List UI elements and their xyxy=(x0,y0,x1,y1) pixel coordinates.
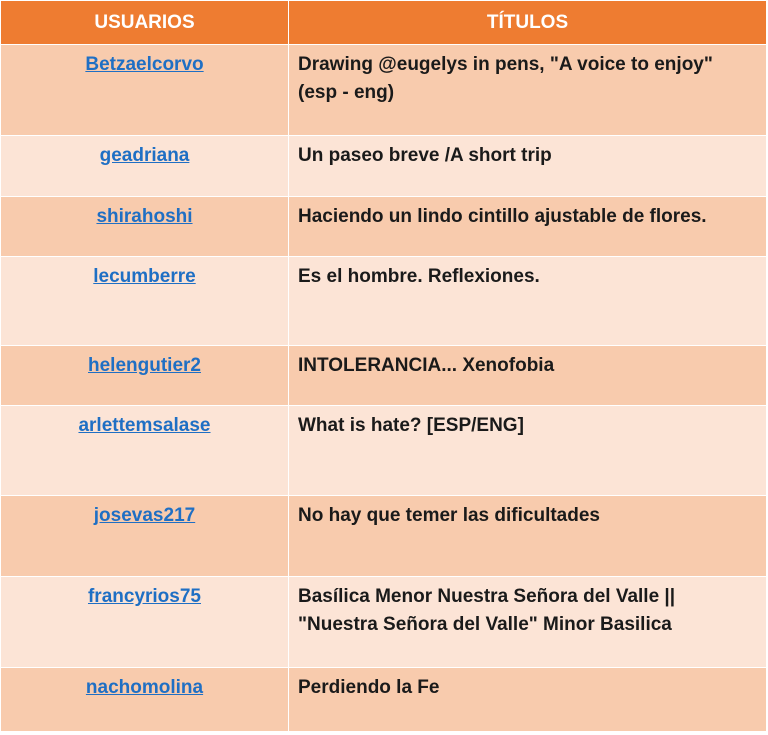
table-row xyxy=(1,496,767,577)
title-cell: Basílica Menor Nuestra Señora del Valle || "Nuestra Señora del Valle" Minor Basilica xyxy=(289,577,767,668)
table-row xyxy=(1,257,767,346)
table-row xyxy=(1,668,767,732)
user-cell xyxy=(1,197,289,257)
user-cell xyxy=(1,577,289,668)
title-cell: Drawing @eugelys in pens, "A voice to enjoy" (esp - eng) xyxy=(289,45,767,136)
user-link[interactable]: shirahoshi xyxy=(96,206,193,227)
user-cell xyxy=(1,406,289,496)
user-link[interactable]: Betzaelcorvo xyxy=(85,54,204,75)
header-users: USUARIOS xyxy=(1,1,289,45)
user-link[interactable]: francyrios75 xyxy=(87,586,201,607)
table-row xyxy=(1,136,767,197)
title-cell: Perdiendo la Fe xyxy=(289,668,767,732)
user-cell xyxy=(1,668,289,732)
user-cell xyxy=(1,45,289,136)
user-link[interactable]: arlettemsalase xyxy=(78,415,211,436)
user-link[interactable]: helengutier2 xyxy=(88,355,201,376)
title-cell: Un paseo breve /A short trip xyxy=(289,136,767,197)
user-link[interactable]: lecumberre xyxy=(93,266,196,287)
header-row xyxy=(1,1,767,45)
user-cell xyxy=(1,496,289,577)
user-link[interactable]: josevas217 xyxy=(93,505,196,526)
user-cell xyxy=(1,257,289,346)
user-cell xyxy=(1,136,289,197)
user-link[interactable]: geadriana xyxy=(99,145,190,166)
table-row xyxy=(1,577,767,668)
header-titles: TÍTULOS xyxy=(289,1,767,45)
title-cell: Haciendo un lindo cintillo ajustable de flores. xyxy=(289,197,767,257)
table-row xyxy=(1,406,767,496)
user-link[interactable]: nachomolina xyxy=(85,677,204,698)
title-cell: Es el hombre. Reflexiones. xyxy=(289,257,767,346)
table-row xyxy=(1,197,767,257)
user-cell xyxy=(1,346,289,406)
table-row xyxy=(1,45,767,136)
table-row xyxy=(1,346,767,406)
title-cell: What is hate? [ESP/ENG] xyxy=(289,406,767,496)
title-cell: INTOLERANCIA... Xenofobia xyxy=(289,346,767,406)
title-cell: No hay que temer las dificultades xyxy=(289,496,767,577)
